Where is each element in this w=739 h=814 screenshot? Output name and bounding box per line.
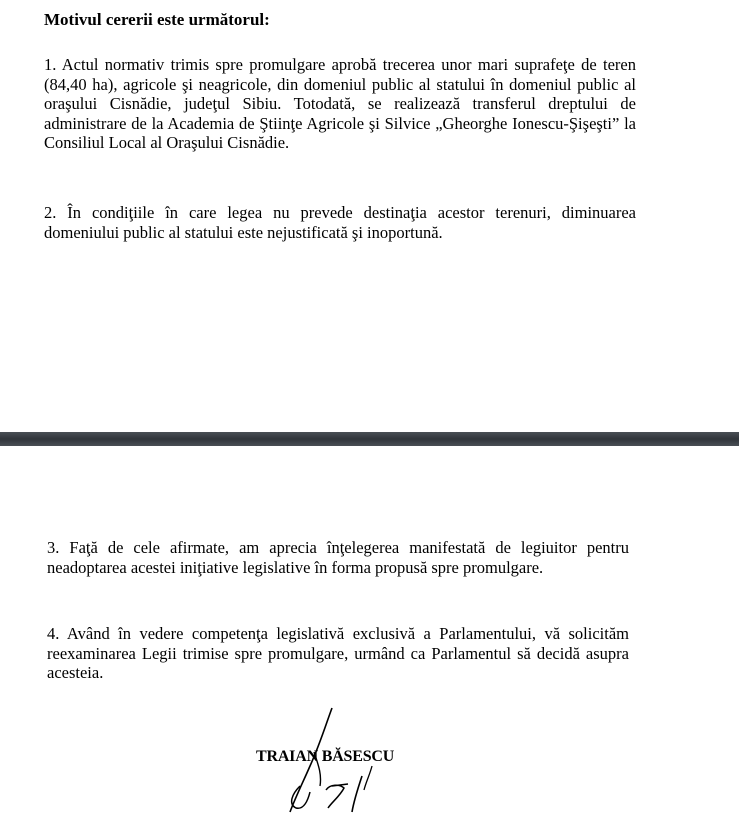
signatory-name: TRAIAN BĂSESCU [256,748,395,765]
paragraph-2: 2. În condiţiile în care legea nu prevede destinaţia acestor terenuri, diminuarea domeniului public al statului este nejustificată şi inoportună. [44,203,636,242]
page-separator [0,432,739,446]
document-page-2 [0,446,739,814]
section-heading: Motivul cererii este următorul: [44,10,270,29]
paragraph-4: 4. Având în vedere competenţa legislativă exclusivă a Parlamentului, vă solicităm reexaminarea Legii trimise spre promulgare, urmând ca Parlamentul să decidă asupra acesteia. [47,624,629,682]
paragraph-3: 3. Faţă de cele afirmate, am aprecia înţelegerea manifestată de legiuitor pentru neadoptarea acestei iniţiative legislative în forma propusă spre promulgare. [47,538,629,577]
paragraph-1: 1. Actul normativ trimis spre promulgare aprobă trecerea unor mari suprafeţe de teren (84,40 ha), agricole şi neagricole, din domeniul public al statului în domeniul public al oraşului Cisnădie, judeţul Sibiu. Totodată, se realizează transferul dreptului de administrare de la Academia de Ştiinţe Agricole şi Silvice „Gheorghe Ionescu-Şişeşti” la Consiliul Local al Oraşului Cisnădie. [44,55,636,152]
